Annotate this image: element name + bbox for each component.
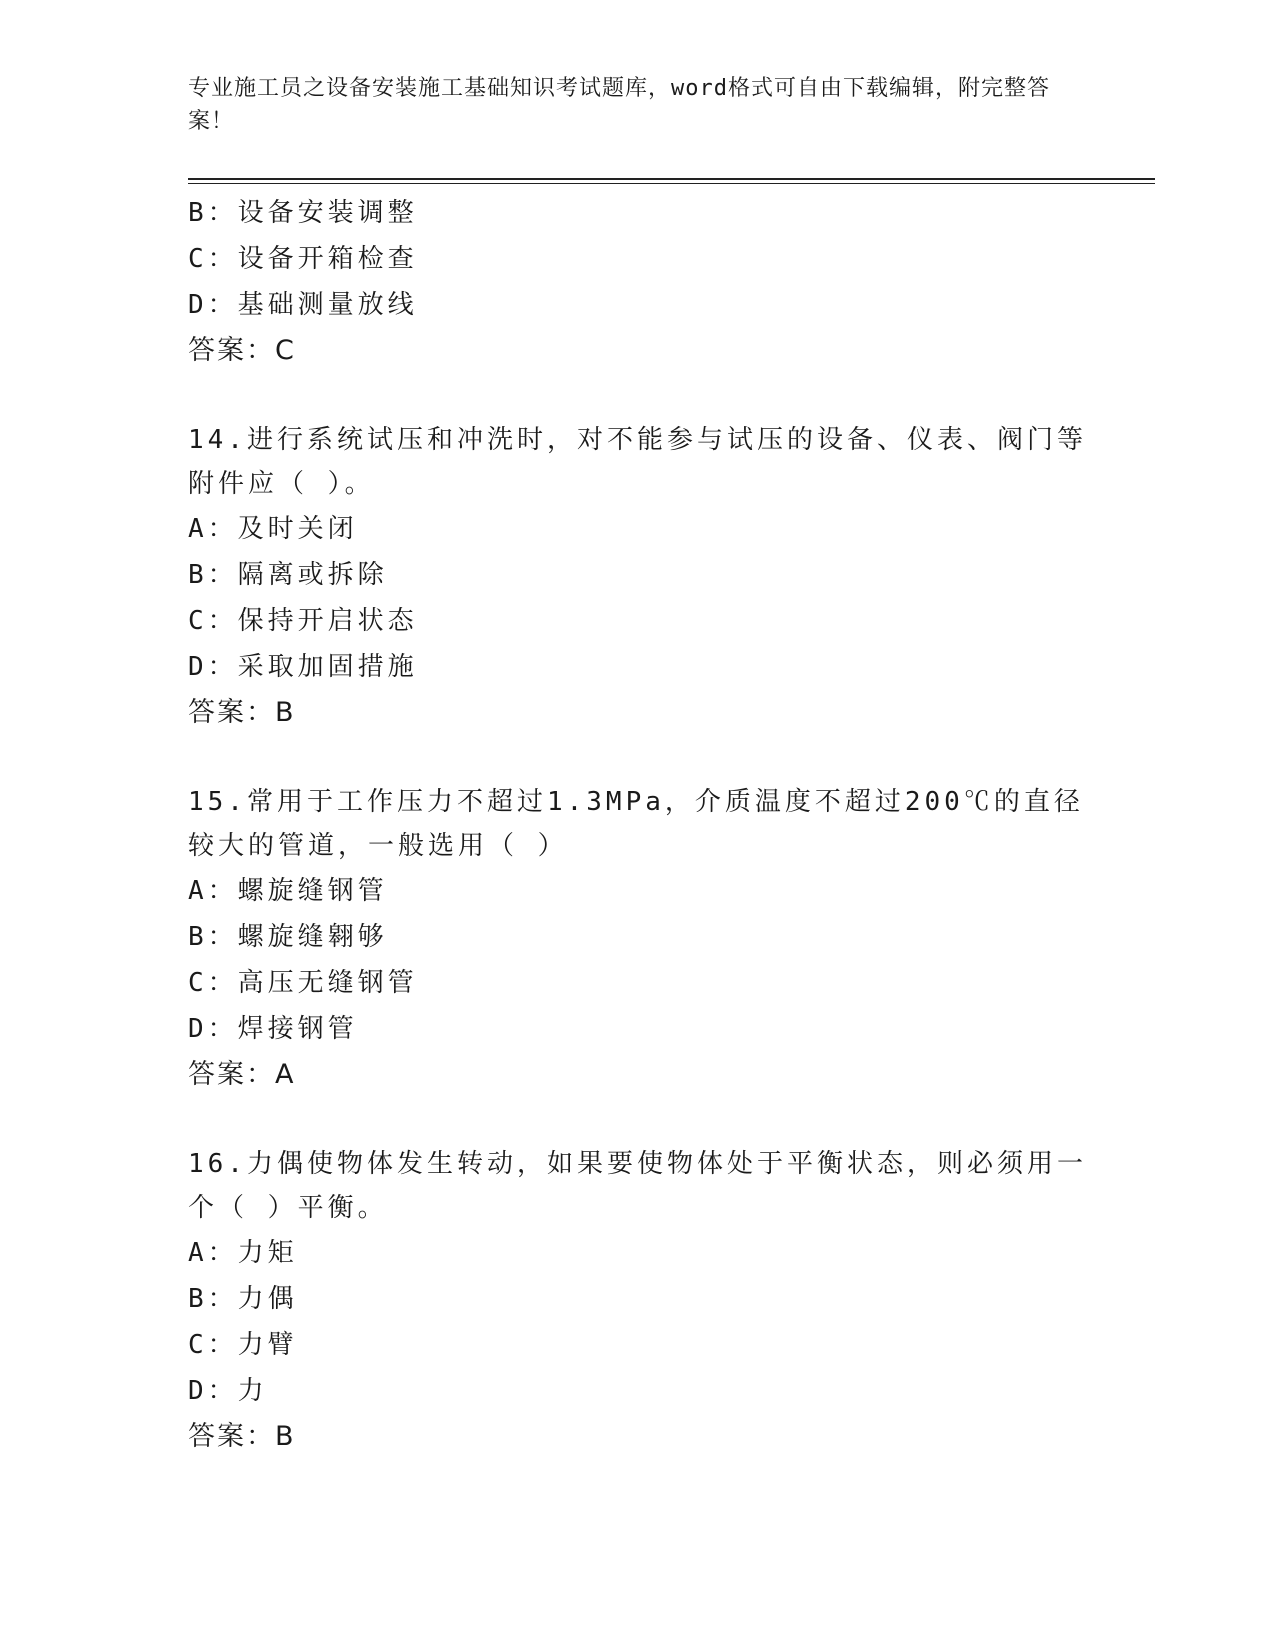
question-text: 15.常用于工作压力不超过1.3MPa，介质温度不超过200℃的直径较大的管道，一般选用（ ） (188, 787, 1084, 861)
option-b: B：隔离或拆除 (188, 560, 388, 590)
question-text: 14.进行系统试压和冲洗时，对不能参与试压的设备、仪表、阀门等附件应（ ）。 (188, 425, 1087, 499)
header-rule-thick (188, 178, 1155, 180)
answer-line: 答案：B (188, 697, 296, 728)
option-c: C：力臂 (188, 1330, 298, 1360)
option-c: C：设备开箱检查 (188, 244, 418, 274)
header-rule-thin (188, 183, 1155, 184)
option-d: D：力 (188, 1376, 268, 1406)
option-b: B：螺旋缝翱够 (188, 922, 388, 952)
answer-line: 答案：B (188, 1421, 296, 1452)
question-block-15 (188, 780, 1088, 1098)
option-b: B：设备安装调整 (188, 198, 418, 228)
question-gap (188, 736, 1088, 780)
answer-line: 答案：A (188, 1059, 296, 1090)
question-block-13 (188, 190, 1088, 374)
option-a: A：力矩 (188, 1238, 298, 1268)
answer-line: 答案：C (188, 335, 296, 366)
option-b: B：力偶 (188, 1284, 298, 1314)
question-gap (188, 1098, 1088, 1142)
option-a: A：及时关闭 (188, 514, 358, 544)
option-d: D：采取加固措施 (188, 652, 418, 682)
document-header: 专业施工员之设备安装施工基础知识考试题库，word格式可自由下载编辑，附完整答案！ (188, 76, 1050, 134)
option-a: A：螺旋缝钢管 (188, 876, 388, 906)
question-block-16 (188, 1142, 1088, 1460)
question-text: 16.力偶使物体发生转动，如果要使物体处于平衡状态，则必须用一个（ ）平衡。 (188, 1149, 1087, 1223)
option-c: C：高压无缝钢管 (188, 968, 418, 998)
option-c: C：保持开启状态 (188, 606, 418, 636)
question-gap (188, 374, 1088, 418)
option-d: D：基础测量放线 (188, 290, 418, 320)
document-body (188, 190, 1088, 1460)
option-d: D：焊接钢管 (188, 1014, 358, 1044)
question-block-14 (188, 418, 1088, 736)
